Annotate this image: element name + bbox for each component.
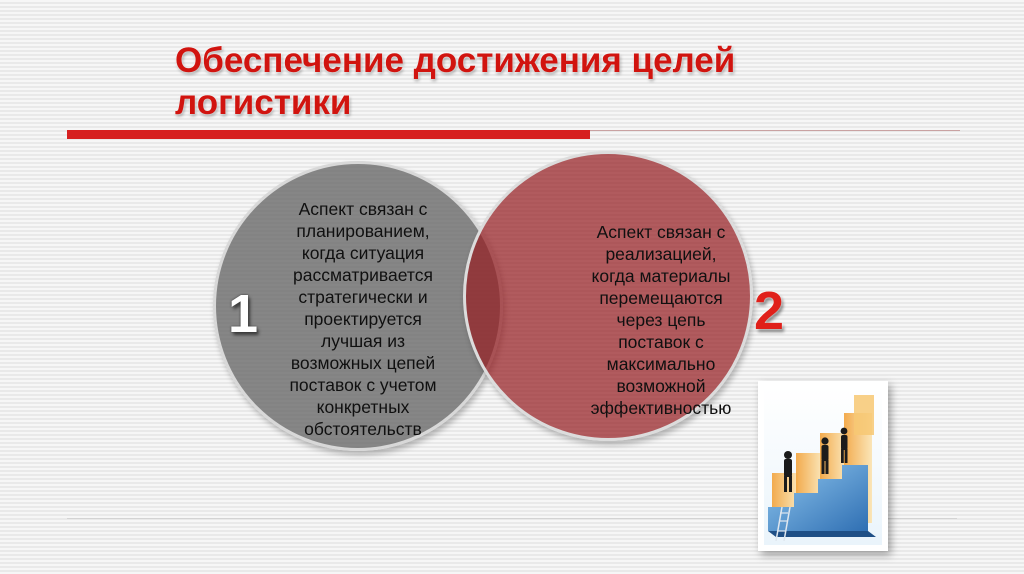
title-divider-line: [590, 130, 960, 131]
aspect-2-number: 2: [754, 281, 785, 341]
title-line-1: Обеспечение достижения целей: [175, 41, 736, 80]
people-climbing-stairs-image: [758, 381, 888, 551]
title-line-2: логистики: [175, 83, 352, 122]
aspect-2-text: Аспект связан с реализацией, когда материалы перемещаются через цепь поставок с максимально возможной эффективностью: [590, 222, 732, 418]
aspect-1-text: Аспект связан с планированием, когда ситуация рассматривается стратегически и проектируется лучшая из возможных цепей поставок с учетом конкретных обстоятельств: [289, 199, 437, 439]
aspect-1-number: 1: [228, 284, 259, 344]
stairs-illustration: [758, 381, 888, 551]
title-underline-bar: [67, 130, 590, 139]
slide-title: [175, 40, 735, 124]
